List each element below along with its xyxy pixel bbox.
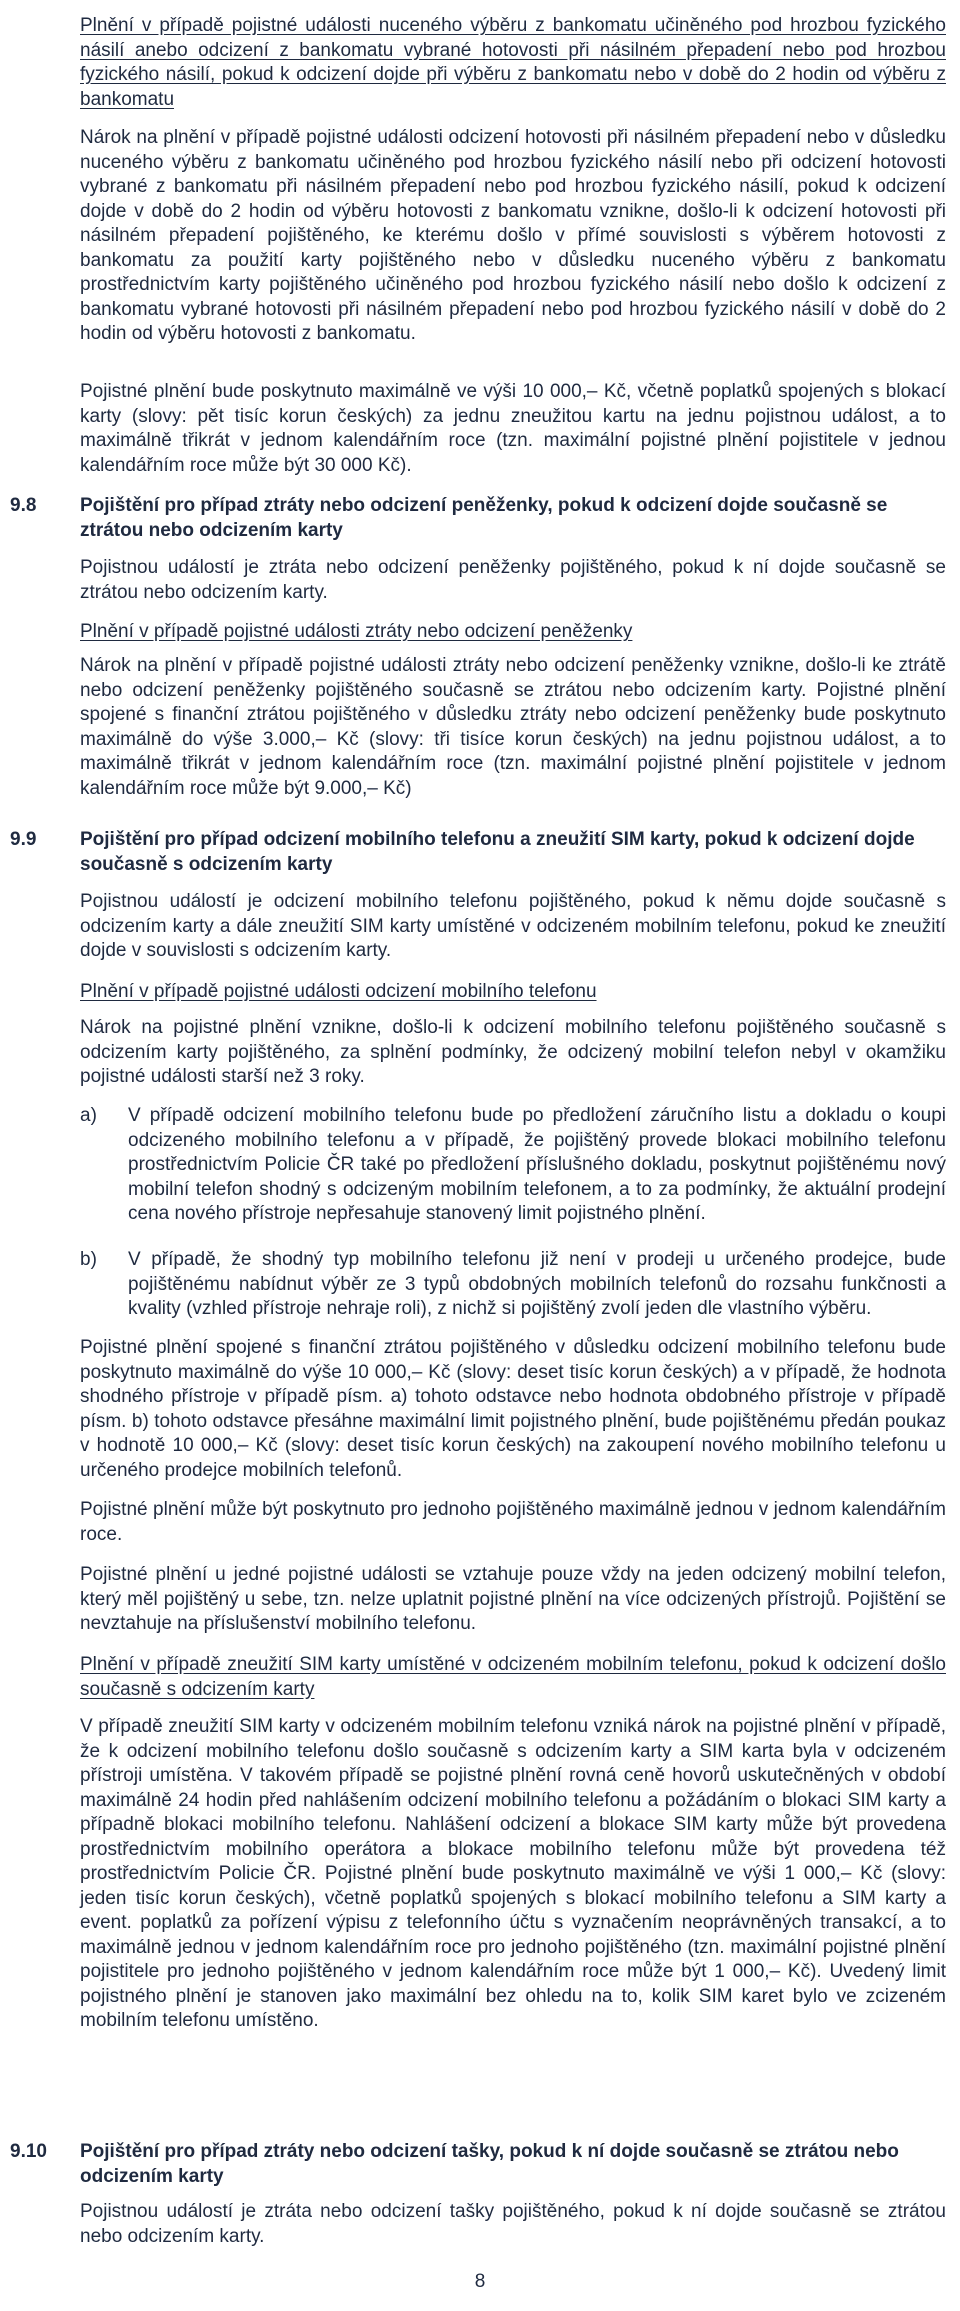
page-number: 8 (474, 2271, 486, 2292)
section-9-9-paragraph-5: Pojistné plnění u jedné pojistné události se vztahuje pouze vždy na jeden odcizený mobilní telefon, který měl pojištěný u sebe, tzn. nelze uplatnit pojistné plnění na více odcizených přístrojů. Pojištění se nevztahuje na příslušenství mobilního telefonu. (80, 1564, 946, 1634)
intro-heading-block (80, 14, 946, 112)
section-9-9-subheading-1-block (80, 980, 946, 1005)
intro-subheading: Plnění v případě pojistné události nuceného výběru z bankomatu učiněného pod hrozbou fyzického násilí anebo odcizení z bankomatu vybrané hotovosti při násilném přepadení nebo pod hrozbou fyzického násilí, pokud k odcizení dojde při výběru z bankomatu nebo v době do 2 hodin od výběru z bankomatu (80, 15, 946, 110)
intro-paragraph-1-block (80, 126, 946, 347)
section-9-9-paragraph-6: V případě zneužití SIM karty v odcizeném mobilním telefonu vzniká nárok na pojistné plnění v případě, že k odcizení mobilního telefonu došlo současně s odcizením karty a SIM karta byla v odcizeném přístroji umístěna. V takovém případě se pojistné plnění rovná ceně hovorů uskutečněných v období maximálně 24 hodin před nahlášením odcizení mobilního telefonu a požádáním o blokaci SIM karty a případně blokaci mobilního telefonu. Nahlášení odcizení a blokace SIM karty může být provedena prostřednictvím mobilního operátora a blokace mobilního telefonu může být provedena též prostřednictvím Policie ČR. Pojistné plnění bude poskytnuto maximálně ve výši 1 000,– Kč (slovy: jeden tisíc korun českých), včetně poplatků spojených s blokací mobilního telefonu a SIM karty a event. poplatků za pořízení výpisu z telefonního účtu s vyznačením neoprávněných transakcí, a to maximálně jednou v jednom kalendářním roce pro jednoho pojištěného (tzn. maximální pojistné plnění pojistitele pro jednoho pojištěného v jednom kalendářním roce může být 1 000,– Kč). Uvedený limit pojistného plnění je stanoven jako maximální bez ohledu na to, kolik SIM karet bylo ve zcizeném mobilním telefonu umístěno. (80, 1716, 946, 2031)
list-item-b-label: b) (80, 1249, 97, 1270)
list-item-b-text: V případě, že shodný typ mobilního telefonu již není v prodeji u určeného prodejce, bude pojištěnému nabídnut výběr ze 3 typů obdobných mobilních telefonů do rozsahu funkčnosti a kvality (vzhled přístroje nehraje roli), z nichž si pojištěný zvolí jeden dle vlastního výběru. (128, 1249, 946, 1319)
section-9-8-subheading: Plnění v případě pojistné události ztráty nebo odcizení peněženky (80, 621, 633, 642)
section-9-9-paragraph-1: Pojistnou událostí je odcizení mobilního telefonu pojištěného, pokud k němu dojde současně s odcizením karty a dále zneužití SIM karty umístěné v odcizeném mobilním telefonu, pokud ke zneužití dojde v souvislosti s odcizením karty. (80, 891, 946, 961)
section-9-9-subheading-1: Plnění v případě pojistné události odcizení mobilního telefonu (80, 981, 597, 1002)
section-9-9-paragraph-2-block (80, 1016, 946, 1090)
section-9-8-paragraph-1-block (80, 556, 946, 605)
section-9-9-subheading-2: Plnění v případě zneužití SIM karty umístěné v odcizeném mobilním telefonu, pokud k odcizení došlo současně s odcizením karty (80, 1654, 946, 1700)
section-title-9-10-block (80, 2140, 946, 2189)
section-9-9-paragraph-4-block (80, 1498, 946, 1547)
section-9-9-paragraph-4: Pojistné plnění může být poskytnuto pro jednoho pojištěného maximálně jednou v jednom kalendářním roce. (80, 1499, 946, 1545)
section-title-9-10: Pojištění pro případ ztráty nebo odcizení tašky, pokud k ní dojde současně se ztrátou nebo odcizením karty (80, 2141, 899, 2187)
section-number-9-9: 9.9 (10, 829, 37, 850)
list-item-a-text: V případě odcizení mobilního telefonu bude po předložení záručního listu a dokladu o koupi odcizeného mobilního telefonu a v případě, že pojištěný provede blokaci mobilního telefonu prostřednictvím Policie ČR také po předložení příslušného dokladu, poskytnut pojištěnému nový mobilní telefon shodný s odcizeným mobilním telefonem, a to za podmínky, že aktuální prodejní cena nového přístroje nepřesahuje stanovený limit pojistného plnění. (128, 1105, 946, 1224)
section-number-9-8: 9.8 (10, 495, 37, 516)
list-item-a (80, 1104, 946, 1227)
list-item-a-label: a) (80, 1105, 97, 1126)
intro-paragraph-2: Pojistné plnění bude poskytnuto maximálně ve výši 10 000,– Kč, včetně poplatků spojených s blokací karty (slovy: pět tisíc korun českých) za jednu zneužitou kartu na jednu pojistnou událost, a to maximálně třikrát v jednom kalendářním roce (tzn. maximální pojistné plnění pojistitele v jednou kalendářním roce může být 30 000 Kč). (80, 381, 946, 476)
section-title-9-8-block (80, 494, 946, 543)
section-title-9-9: Pojištění pro případ odcizení mobilního telefonu a zneužití SIM karty, pokud k odcizení dojde současně s odcizením karty (80, 829, 915, 875)
section-9-8-paragraph-2: Nárok na plnění v případě pojistné události ztráty nebo odcizení peněženky vznikne, došlo-li ke ztrátě nebo odcizení peněženky pojištěného současně se ztrátou nebo odcizením karty. Pojistné plnění spojené s finanční ztrátou pojištěného v důsledku ztráty nebo odcizení peněženky bude poskytnuto maximálně do výše 3.000,– Kč (slovy: tři tisíce korun českých) na jednu pojistnou událost, a to maximálně třikrát v jednom kalendářním roce (tzn. maximální pojistné plnění pojistitele v jednom kalendářním roce může být 9.000,– Kč) (80, 655, 946, 799)
section-9-8-subheading-block (80, 620, 946, 645)
intro-paragraph-2-block (80, 380, 946, 478)
section-9-8-paragraph-1: Pojistnou událostí je ztráta nebo odcizení peněženky pojištěného, pokud k ní dojde současně se ztrátou nebo odcizením karty. (80, 557, 946, 603)
list-item-b (80, 1248, 946, 1322)
section-9-8-paragraph-2-block (80, 654, 946, 801)
section-9-9-paragraph-3: Pojistné plnění spojené s finanční ztrátou pojištěného v důsledku odcizení mobilního telefonu bude poskytnuto maximálně do výše 10 000,– Kč (slovy: deset tisíc korun českých) a v případě, že hodnota shodného přístroje v případě písm. a) tohoto odstavce nebo hodnota obdobného přístroje v případě písm. b) tohoto odstavce přesáhne maximální limit pojistného plnění, bude pojištěnému předán poukaz v hodnotě 10 000,– Kč (slovy: deset tisíc korun českých) na zakoupení nového mobilního telefonu u určeného prodejce mobilních telefonů. (80, 1337, 946, 1481)
section-9-9-paragraph-1-block (80, 890, 946, 964)
section-9-9-paragraph-2: Nárok na pojistné plnění vznikne, došlo-li k odcizení mobilního telefonu pojištěného současně s odcizením karty pojištěného, za splnění podmínky, že odcizený mobilní telefon nebyl v okamžiku pojistné události starší než 3 roky. (80, 1017, 946, 1087)
section-9-9-subheading-2-block (80, 1653, 946, 1702)
section-title-9-8: Pojištění pro případ ztráty nebo odcizení peněženky, pokud k odcizení dojde současně se ztrátou nebo odcizením karty (80, 495, 888, 541)
section-9-9-paragraph-6-block (80, 1715, 946, 2034)
section-9-10-paragraph-1: Pojistnou událostí je ztráta nebo odcizení tašky pojištěného, pokud k ní dojde současně se ztrátou nebo odcizením karty. (80, 2201, 946, 2247)
section-9-9-paragraph-5-block (80, 1563, 946, 1637)
section-9-10-paragraph-1-block (80, 2200, 946, 2249)
section-number-9-10: 9.10 (10, 2141, 47, 2162)
section-9-9-paragraph-3-block (80, 1336, 946, 1483)
intro-paragraph-1: Nárok na plnění v případě pojistné události odcizení hotovosti při násilném přepadení nebo v důsledku nuceného výběru z bankomatu učiněného pod hrozbou fyzického násilí nebo při odcizení hotovosti vybrané z bankomatu při násilném přepadení nebo pod hrozbou fyzického násilí, pokud k odcizení dojde v době do 2 hodin od výběru hotovosti z bankomatu vznikne, došlo-li k odcizení hotovosti při násilném přepadení pojištěného, ke kterému došlo v přímé souvislosti s výběrem hotovosti z bankomatu za použití karty pojištěného nebo v důsledku nuceného výběru z bankomatu prostřednictvím karty pojištěného učiněného pod hrozbou fyzického násilí nebo došlo k odcizení z bankomatu vybrané hotovosti při násilném přepadení nebo pod hrozbou fyzického násilí v době do 2 hodin od výběru hotovosti z bankomatu. (80, 127, 946, 344)
section-title-9-9-block (80, 828, 946, 877)
